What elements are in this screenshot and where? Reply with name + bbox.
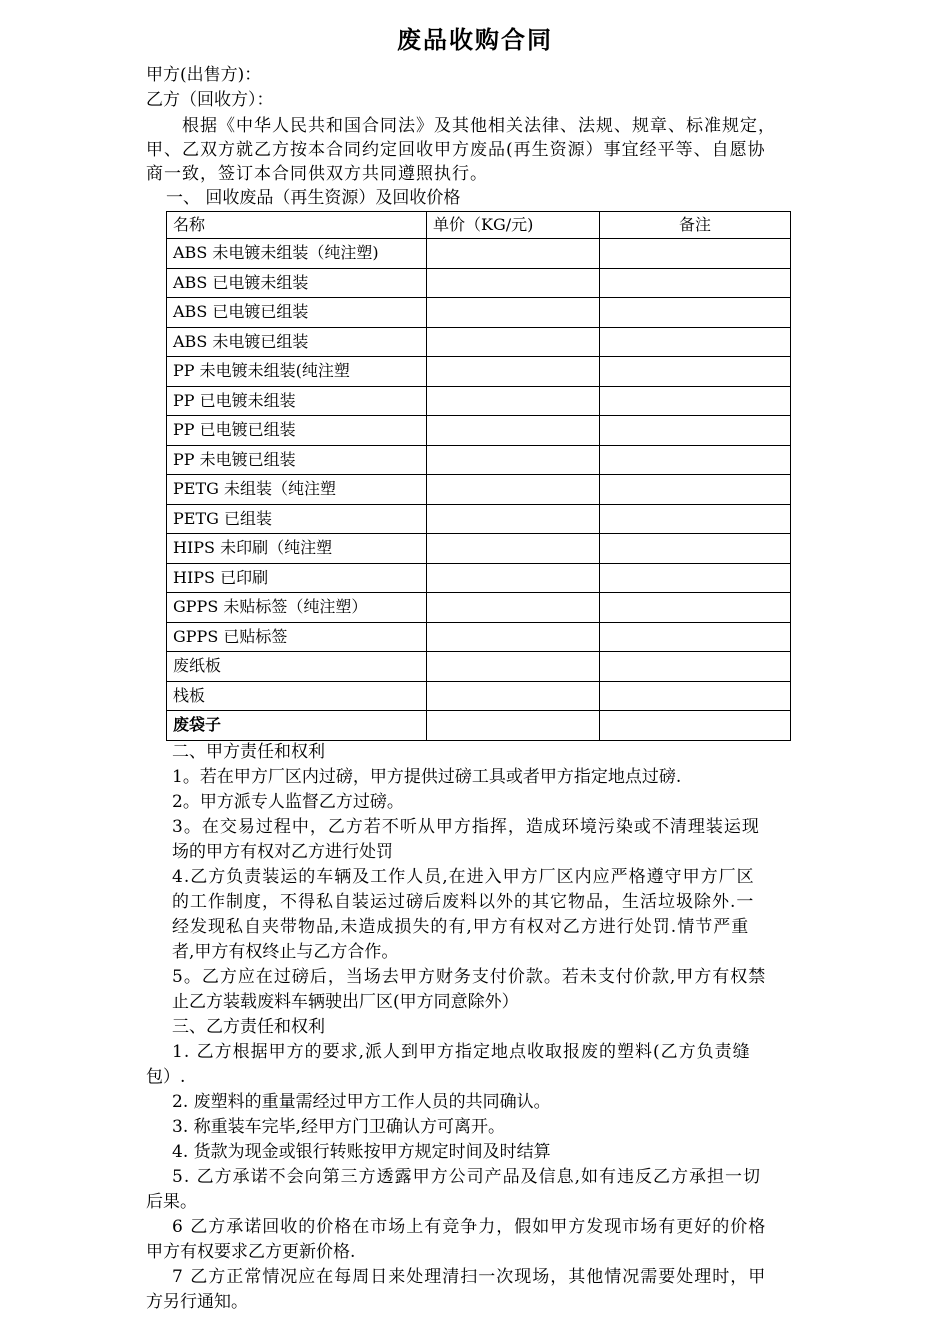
intro-line-3: 商一致，签订本合同供双方共同遵照执行。 [146,164,488,184]
unit-price-cell[interactable] [427,711,600,741]
table-row [167,622,791,652]
item-name-cell: 废纸板 [167,652,427,682]
remarks-cell[interactable] [600,504,791,534]
section-3-line: 5. 乙方承诺不会向第三方透露甲方公司产品及信息,如有违反乙方承担一切 [172,1167,762,1187]
header-unit-price: 单价（KG/元) [427,212,600,239]
item-name-cell: ABS 未电镀未组装（纯注塑) [167,239,427,269]
section-3-line: 2. 废塑料的重量需经过甲方工作人员的共同确认。 [172,1092,551,1112]
section-2-line: 场的甲方有权对乙方进行处罚 [172,842,393,862]
item-name-cell: PP 未电镀未组装(纯注塑 [167,357,427,387]
remarks-cell[interactable] [600,711,791,741]
item-name-cell: ABS 已电镀已组装 [167,298,427,328]
unit-price-cell[interactable] [427,652,600,682]
section-1-heading: 一、 回收废品（再生资源）及回收价格 [166,188,461,208]
table-row [167,239,791,269]
section-3-line: 7 乙方正常情况应在每周日来处理清扫一次现场，其他情况需要处理时，甲 [172,1267,767,1287]
item-name-cell: GPPS 已贴标签 [167,622,427,652]
remarks-cell[interactable] [600,357,791,387]
remarks-cell[interactable] [600,268,791,298]
section-3-heading: 三、乙方责任和权利 [172,1017,325,1037]
section-3-line: 6 乙方承诺回收的价格在市场上有竞争力，假如甲方发现市场有更好的价格 [172,1217,767,1237]
section-2-line: 1。若在甲方厂区内过磅，甲方提供过磅工具或者甲方指定地点过磅. [172,767,682,787]
header-remarks: 备注 [600,212,791,239]
intro-line-1: 根据《中华人民共和国合同法》及其他相关法律、法规、规章、标准规定， [182,116,776,136]
section-2-line: 2。甲方派专人监督乙方过磅。 [172,792,404,812]
remarks-cell[interactable] [600,239,791,269]
remarks-cell[interactable] [600,445,791,475]
table-row [167,563,791,593]
remarks-cell[interactable] [600,622,791,652]
unit-price-cell[interactable] [427,239,600,269]
item-name-cell: 栈板 [167,681,427,711]
unit-price-cell[interactable] [427,298,600,328]
section-3-line: 后果。 [146,1192,197,1212]
remarks-cell[interactable] [600,416,791,446]
unit-price-cell[interactable] [427,327,600,357]
table-header-row [167,212,791,239]
item-name-cell: HIPS 已印刷 [167,563,427,593]
item-name-cell: GPPS 未贴标签（纯注塑） [167,593,427,623]
unit-price-cell[interactable] [427,504,600,534]
table-row [167,593,791,623]
intro-line-2: 甲、乙双方就乙方按本合同约定回收甲方废品(再生资源）事宜经平等、自愿协 [146,140,766,160]
section-3-line: 甲方有权要求乙方更新价格. [146,1242,356,1262]
header-name: 名称 [167,212,427,239]
item-name-cell: PP 未电镀已组装 [167,445,427,475]
item-name-cell: HIPS 未印刷（纯注塑 [167,534,427,564]
section-2-line: 3。在交易过程中，乙方若不听从甲方指挥，造成环境污染或不清理装运现 [172,817,760,837]
table-row [167,386,791,416]
section-2-line: 经发现私自夹带物品,未造成损失的有,甲方有权对乙方进行处罚.情节严重 [172,917,750,937]
recycling-price-table [166,211,791,741]
remarks-cell[interactable] [600,386,791,416]
section-3-line: 包）. [146,1067,186,1087]
unit-price-cell[interactable] [427,386,600,416]
unit-price-cell[interactable] [427,534,600,564]
table-row [167,711,791,741]
item-name-cell: 废袋子 [167,711,427,741]
table-row [167,504,791,534]
table-row [167,298,791,328]
party-a-label: 甲方(出售方)： [146,65,262,85]
table-row [167,357,791,387]
remarks-cell[interactable] [600,652,791,682]
unit-price-cell[interactable] [427,593,600,623]
section-2-heading: 二、甲方责任和权利 [172,742,325,762]
section-3-line: 方另行通知。 [146,1292,248,1312]
remarks-cell[interactable] [600,298,791,328]
section-2-line: 的工作制度，不得私自装运过磅后废料以外的其它物品，生活垃圾除外.一 [172,892,755,912]
remarks-cell[interactable] [600,593,791,623]
unit-price-cell[interactable] [427,563,600,593]
remarks-cell[interactable] [600,327,791,357]
document-title: 废品收购合同 [397,25,553,54]
section-3-line: 4. 货款为现金或银行转账按甲方规定时间及时结算 [172,1142,551,1162]
item-name-cell: PP 已电镀已组装 [167,416,427,446]
section-3-line: 1. 乙方根据甲方的要求,派人到甲方指定地点收取报废的塑料(乙方负责缝 [172,1042,751,1062]
unit-price-cell[interactable] [427,416,600,446]
section-2-line: 4.乙方负责装运的车辆及工作人员,在进入甲方厂区内应严格遵守甲方厂区 [172,867,755,887]
section-2-line: 止乙方装载废料车辆驶出厂区(甲方同意除外） [172,992,519,1012]
party-b-label: 乙方（回收方）： [146,90,274,110]
table-row [167,268,791,298]
unit-price-cell[interactable] [427,622,600,652]
section-2-line: 5。乙方应在过磅后，当场去甲方财务支付价款。若未支付价款,甲方有权禁 [172,967,767,987]
remarks-cell[interactable] [600,563,791,593]
unit-price-cell[interactable] [427,681,600,711]
table-row [167,445,791,475]
section-2-line: 者,甲方有权终止与乙方合作。 [172,942,399,962]
table-row [167,534,791,564]
table-row [167,327,791,357]
unit-price-cell[interactable] [427,268,600,298]
unit-price-cell[interactable] [427,357,600,387]
unit-price-cell[interactable] [427,445,600,475]
remarks-cell[interactable] [600,534,791,564]
item-name-cell: PETG 未组装（纯注塑 [167,475,427,505]
unit-price-cell[interactable] [427,475,600,505]
remarks-cell[interactable] [600,681,791,711]
table-row [167,475,791,505]
section-3-line: 3. 称重装车完毕,经甲方门卫确认方可离开。 [172,1117,506,1137]
item-name-cell: ABS 未电镀已组装 [167,327,427,357]
remarks-cell[interactable] [600,475,791,505]
item-name-cell: PP 已电镀未组装 [167,386,427,416]
table-row [167,681,791,711]
table-row [167,652,791,682]
item-name-cell: ABS 已电镀未组装 [167,268,427,298]
table-row [167,416,791,446]
item-name-cell: PETG 已组装 [167,504,427,534]
